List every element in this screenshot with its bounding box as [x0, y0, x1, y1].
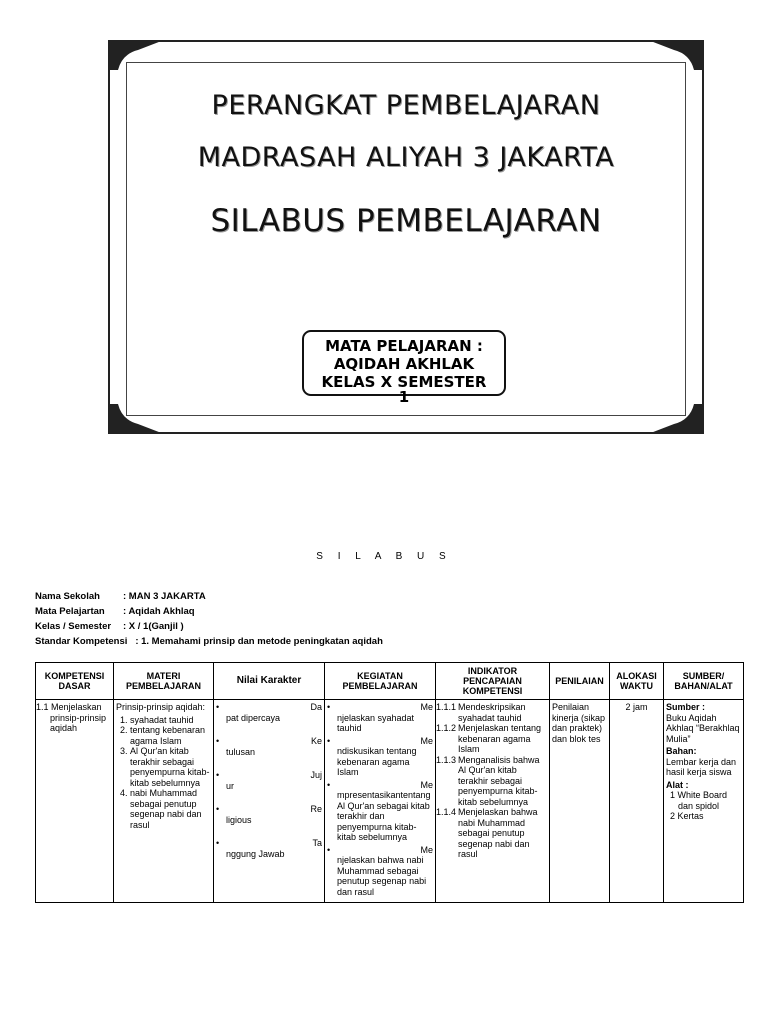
list-item: 1. syahadat tauhid	[130, 715, 211, 726]
cover-frame	[108, 40, 704, 434]
list-item: 3. Al Qur'an kitab terakhir sebagai penyempurna kitab-kitab sebelumnya	[130, 746, 211, 788]
list-item: • Ke tulusan	[216, 736, 322, 757]
col-header: INDIKATOR PENCAPAIAN KOMPETENSI	[436, 663, 550, 700]
subject-line-4: 1	[398, 388, 410, 406]
indikator-cell	[436, 700, 550, 903]
list-item: 1 White Board dan spidol	[670, 790, 728, 811]
kd-text: 1.1 Menjelaskan prinsip-prinsip aqidah	[36, 702, 107, 733]
list-item: • Da pat dipercaya	[216, 702, 322, 723]
col-header: ALOKASI WAKTU	[610, 663, 664, 700]
sumber-text: Buku Aqidah Akhlaq “Berakhlaq Mulia”	[666, 712, 740, 744]
cover-title-3: SILABUS PEMBELAJARAN	[210, 203, 602, 239]
list-item: • Me mpresentasikantentang Al Qur'an sebagai kitab terakhir dan penyempurna kitab-kitab sebelumnya	[327, 779, 433, 842]
info-row	[35, 604, 383, 619]
nilai-cell	[214, 700, 325, 903]
col-header: KEGIATAN PEMBELAJARAN	[325, 663, 436, 700]
kegiatan-cell	[325, 700, 436, 903]
info-value: : 1. Memahami prinsip dan metode peningkatan aqidah	[135, 636, 383, 647]
alokasi-cell	[610, 700, 664, 903]
list-item: • Juj ur	[216, 770, 322, 791]
list-item: 1.1.3 Menganalisis bahwa Al Qur'an kitab terakhir sebagai penyempurna kitab-kitab sebelumnya	[436, 754, 540, 807]
materi-intro: Prinsip-prinsip aqidah:	[116, 702, 206, 712]
info-label: Kelas / Semester	[35, 621, 112, 632]
list-item: • Me njelaskan bahwa nabi Muhammad sebagai penutup segenap nabi dan rasul	[327, 844, 433, 897]
info-row	[35, 589, 383, 604]
subject-line-3: KELAS X SEMESTER	[321, 373, 487, 391]
info-row	[35, 619, 383, 634]
info-row	[35, 634, 383, 649]
info-label: Nama Sekolah	[35, 591, 100, 602]
alat-label: Alat :	[666, 779, 689, 790]
info-label: Mata Pelajartan	[35, 606, 105, 617]
list-item: • Me ndiskusikan tentang kebenaran agama Islam	[327, 735, 433, 777]
sumber-label: Sumber :	[666, 702, 706, 712]
list-item: 4. nabi Muhammad sebagai penutup segenap nabi dan rasul	[130, 788, 211, 830]
subject-box	[302, 330, 506, 406]
alokasi-text: 2 jam	[625, 702, 648, 712]
bahan-text: Lembar kerja dan hasil kerja siswa	[666, 756, 737, 777]
table-row	[36, 700, 744, 903]
document-info	[35, 589, 383, 649]
info-label: Standar Kompetensi	[35, 636, 128, 647]
list-item: 2 Kertas	[670, 811, 704, 821]
syllabus-table	[35, 662, 744, 903]
bahan-label: Bahan:	[666, 746, 697, 756]
info-value: : MAN 3 JAKARTA	[123, 591, 206, 602]
table-header-row	[36, 663, 744, 700]
cover-title-1: PERANGKAT PEMBELAJARAN	[211, 90, 601, 121]
corner-ornament-icon	[108, 40, 164, 70]
col-header: Nilai Karakter	[214, 663, 325, 700]
silabus-heading: S I L A B U S	[316, 551, 452, 562]
col-header: PENILAIAN	[550, 663, 610, 700]
penilaian-text: Penilaian kinerja (sikap dan praktek) dan blok tes	[552, 702, 606, 744]
corner-ornament-icon	[648, 40, 704, 70]
corner-ornament-icon	[648, 404, 704, 434]
cover-title-2: MADRASAH ALIYAH 3 JAKARTA	[197, 142, 615, 173]
col-header: MATERI PEMBELAJARAN	[114, 663, 214, 700]
kd-cell	[36, 700, 114, 903]
list-item: • Re ligious	[216, 804, 322, 825]
materi-cell	[114, 700, 214, 903]
penilaian-cell	[550, 700, 610, 903]
materi-list	[116, 715, 211, 831]
col-header: KOMPETENSI DASAR	[36, 663, 114, 700]
list-item: 1.1.1 Mendeskripsikan syahadat tauhid	[436, 702, 526, 723]
list-item: 1.1.4 Menjelaskan bahwa nabi Muhammad sebagai penutup segenap nabi dan rasul	[436, 807, 538, 859]
sumber-cell	[664, 700, 744, 903]
subject-line-1: MATA PELAJARAN :	[325, 337, 483, 355]
list-item: 2. tentang kebenaran agama Islam	[130, 725, 211, 746]
info-value: : X / 1(Ganjil )	[123, 621, 184, 632]
list-item: 1.1.2 Menjelaskan tentang kebenaran agama Islam	[436, 723, 542, 754]
subject-line-2: AQIDAH AKHLAK	[333, 355, 475, 373]
corner-ornament-icon	[108, 404, 164, 434]
info-value: : Aqidah Akhlaq	[123, 606, 195, 617]
col-header: SUMBER/ BAHAN/ALAT	[664, 663, 744, 700]
list-item: • Me njelaskan syahadat tauhid	[327, 702, 433, 733]
list-item: • Ta nggung Jawab	[216, 838, 322, 859]
